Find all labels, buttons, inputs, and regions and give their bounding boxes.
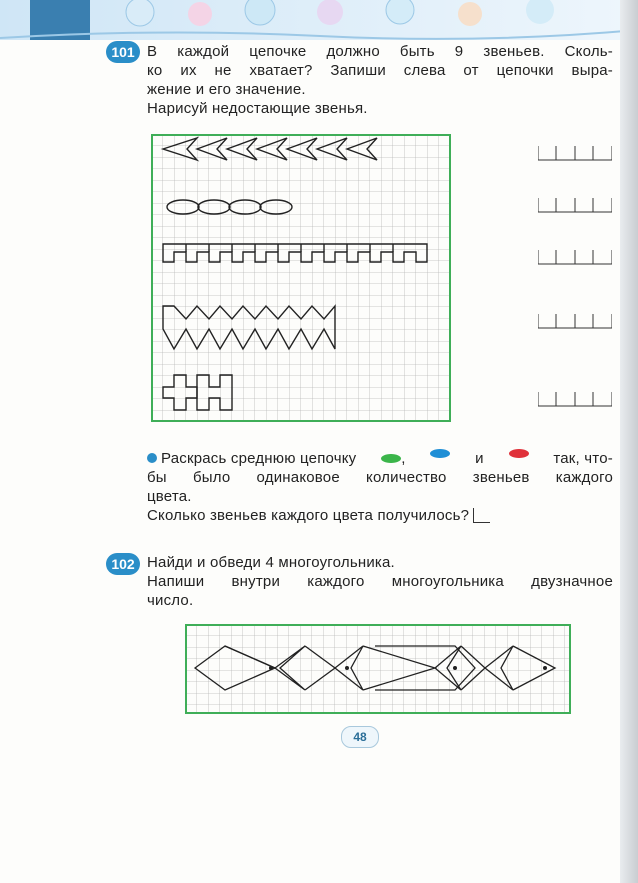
- answer-box-3: [538, 250, 612, 264]
- answer-box-2: [538, 198, 612, 212]
- answer-boxes-column: [538, 130, 612, 420]
- ex102-line: число.: [147, 592, 194, 609]
- intro-line: В каждой цепочке должно быть 9 звеньев. Сколь-: [147, 43, 613, 60]
- banner-illustration: [0, 0, 638, 40]
- ex102-line: Найди и обведи 4 многоугольника.: [147, 554, 395, 571]
- coloring-line-1: [147, 449, 613, 468]
- exercise-number-badge: 102: [106, 553, 140, 575]
- question-text: Сколько звеньев каждого цвета получилось?: [147, 507, 470, 524]
- coloring-line-3: цвета.: [147, 488, 192, 505]
- exercise-102-text: [147, 553, 613, 610]
- coloring-line-2: бы было одинаковое количество звеньев каждого: [147, 469, 613, 486]
- polygon-grid: [185, 624, 571, 714]
- exercise-number-badge: 101: [106, 41, 140, 63]
- green-oval-icon: [381, 454, 401, 463]
- chains-grid: [151, 134, 451, 422]
- answer-blank: [473, 508, 490, 523]
- task-marker-icon: [147, 453, 157, 463]
- draw-instruction: Нарисуй недостающие звенья.: [147, 100, 368, 117]
- ex102-line: Напиши внутри каждого многоугольника двузначное: [147, 573, 613, 590]
- answer-box-1: [538, 146, 612, 160]
- intro-line: жение и его значение.: [147, 81, 306, 98]
- answer-boxes: [538, 130, 612, 420]
- question-line: [147, 506, 613, 525]
- coloring-task: [147, 449, 613, 525]
- and-text: и: [475, 450, 484, 467]
- decorative-header-banner: [0, 0, 638, 40]
- exercise-101-intro: [147, 42, 613, 118]
- blue-oval-icon: [430, 449, 450, 458]
- answer-box-4: [538, 314, 612, 328]
- so-that-text: так, что-: [553, 450, 613, 467]
- comma-text: ,: [401, 450, 406, 467]
- page-edge: [620, 0, 638, 883]
- answer-box-5: [538, 392, 612, 406]
- page-number: 48: [341, 726, 379, 748]
- coloring-text: Раскрась среднюю цепочку: [161, 450, 357, 467]
- red-oval-icon: [509, 449, 529, 458]
- intro-line: ко их не хватает? Запиши слева от цепочки выра-: [147, 62, 613, 79]
